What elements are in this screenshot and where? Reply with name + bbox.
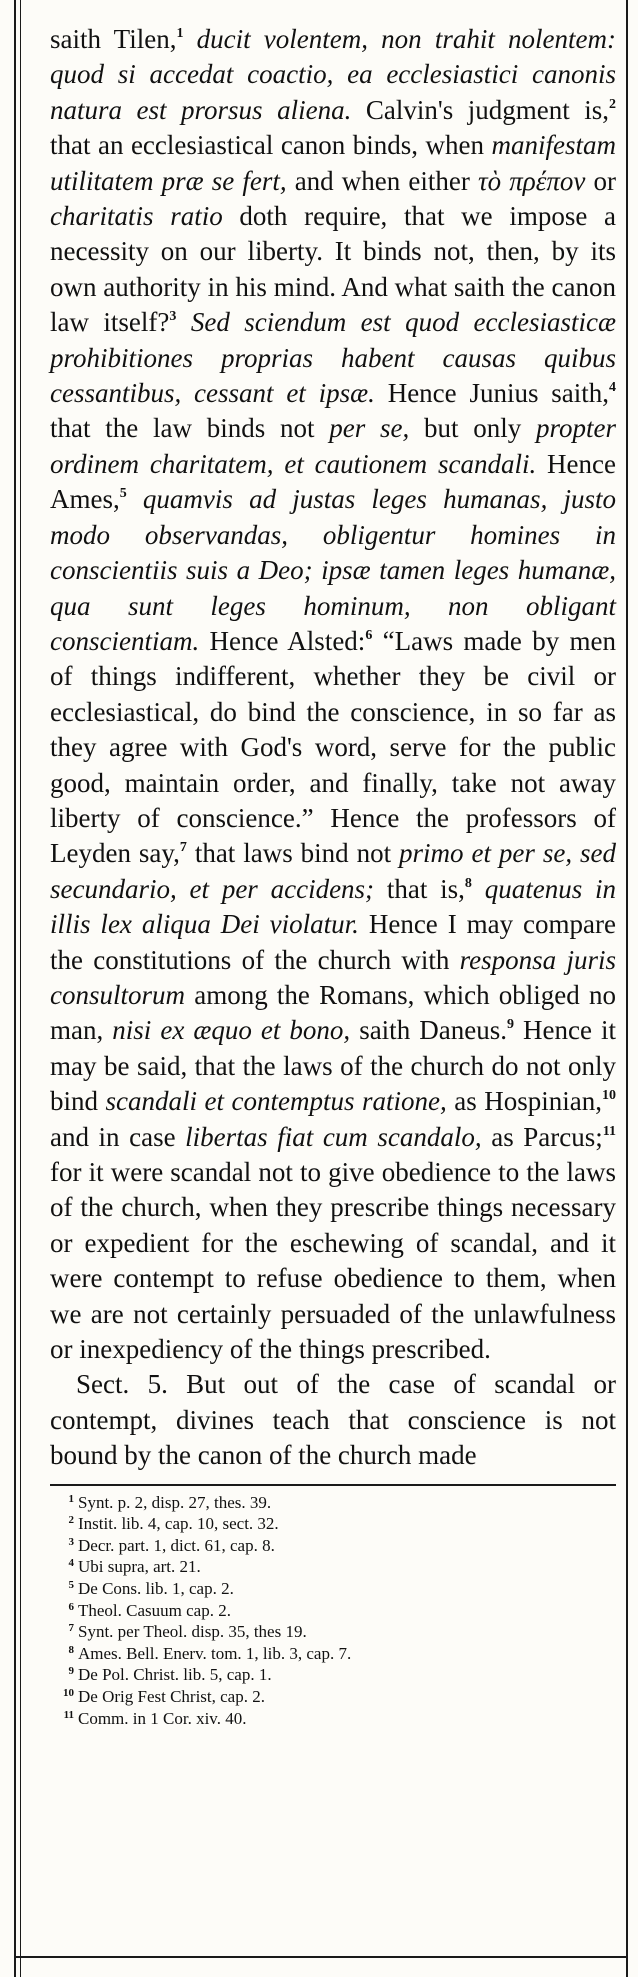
footnote-reference: 8 xyxy=(464,875,472,891)
footnote xyxy=(68,1513,616,1535)
footnote-citation: Synt. p. 2, disp. 27, thes. 39. xyxy=(78,1492,272,1512)
footnote-divider xyxy=(50,1484,616,1486)
text-run: as Hospinian, xyxy=(446,1086,602,1117)
text-run: Hence I may compare the constitutions of the church with xyxy=(50,909,616,975)
text-run xyxy=(127,484,143,514)
footnote xyxy=(68,1535,616,1557)
text-run xyxy=(183,24,196,54)
footnote xyxy=(68,1492,616,1514)
footnote-citation: Ubi supra, art. 21. xyxy=(78,1557,201,1577)
footnote-reference: 6 xyxy=(365,627,373,643)
footnote xyxy=(68,1621,616,1643)
footnote-citation: De Orig Fest Christ, cap. 2. xyxy=(78,1687,265,1706)
footnote-reference: 1 xyxy=(176,26,184,41)
text-run: that laws bind not xyxy=(186,838,400,869)
footnote-reference: 5 xyxy=(119,486,127,502)
text-run: Hence Ames, xyxy=(50,448,616,515)
text-column xyxy=(50,22,616,1729)
text-run: that the law binds not xyxy=(50,413,330,444)
bottom-margin-rule xyxy=(14,1956,628,1958)
paragraph-sect-5 xyxy=(50,1367,616,1473)
footnote xyxy=(68,1664,616,1686)
footnote-number: 7 xyxy=(68,1622,74,1635)
text-run: but only xyxy=(409,413,536,444)
footnote-number: 6 xyxy=(68,1600,74,1613)
footnote-citation: Comm. in 1 Cor. xiv. 40. xyxy=(78,1708,247,1728)
latin-phrase: scandali et contemptus ratione, xyxy=(105,1086,447,1117)
paragraph-continuation xyxy=(50,24,616,1364)
latin-phrase: Sed sciendum est quod ecclesiasticæ prohibitiones proprias habent causas quibus cessantibus, cessant et ipsæ. xyxy=(50,307,616,409)
latin-phrase: manifestam utilitatem præ se fert, xyxy=(50,130,616,196)
right-margin-rule xyxy=(626,0,628,1977)
text-run: Calvin's judgment is, xyxy=(351,94,609,125)
left-margin-rule xyxy=(14,0,16,1977)
latin-phrase: quamvis ad justas leges humanas, justo modo observandas, obligentur homines in conscientiis suis a Deo; ipsæ tamen leges humanæ, qua sunt leges hominum, non obligant conscientiam. xyxy=(50,484,616,656)
latin-phrase: charitatis ratio xyxy=(50,201,223,232)
footnote-number: 10 xyxy=(63,1687,74,1699)
text-run: for it were scandal not to give obedience to the laws of the church, when they prescribe things necessary or expedient for the eschewing of scandal, and it were contempt to refuse obedience to them, when we are not certainly persuaded of the unlawfulness or inexpediency of the things prescribed. xyxy=(50,1157,616,1365)
footnote xyxy=(68,1643,616,1665)
footnote-number: 9 xyxy=(68,1665,74,1678)
footnote xyxy=(68,1578,616,1600)
footnote-reference: 7 xyxy=(179,840,187,856)
footnote xyxy=(63,1686,616,1708)
latin-phrase: nisi ex æquo et bono, xyxy=(112,1015,351,1046)
text-run: among the Romans, which obliged no man, xyxy=(50,979,616,1046)
footnote-number: 4 xyxy=(68,1557,74,1570)
footnote-reference: 11 xyxy=(602,1123,616,1139)
text-run: doth require, that we impose a necessity on our liberty. It binds not, then, by its own authority in his mind. And what saith the canon law itself? xyxy=(50,201,617,338)
footnote-citation: Theol. Casuum cap. 2. xyxy=(78,1600,231,1620)
footnotes-list xyxy=(50,1492,616,1730)
text-run: saith Tilen, xyxy=(50,24,177,54)
latin-phrase: per se, xyxy=(329,413,410,444)
latin-phrase: propter ordinem charitatem, et cautionem scandali. xyxy=(50,413,616,479)
text-run: “Laws made by men of things indifferent, whether they be civil or ecclesiastical, do bind the conscience, in so far as they agree with God's word, serve for the public good, maintain order, and finally, take not away liberty of conscience.” Hence the professors of Leyden say, xyxy=(50,625,616,869)
footnote-reference: 2 xyxy=(609,96,616,112)
footnote-reference: 9 xyxy=(506,1017,514,1033)
text-run: and when either xyxy=(286,165,478,196)
latin-phrase: primo et per se, sed secundario, et per accidens; xyxy=(50,838,617,904)
footnote-reference: 3 xyxy=(169,309,177,325)
footnote-number: 1 xyxy=(68,1492,74,1505)
footnote-number: 2 xyxy=(68,1514,74,1527)
text-run: Hence Alsted: xyxy=(199,625,366,656)
text-run: Hence it may be said, that the laws of the church do not only bind xyxy=(50,1015,616,1117)
latin-phrase: ducit volentem, non trahit nolentem: quod si accedat coactio, ea ecclesiastici canonis natura est prorsus aliena. xyxy=(50,24,616,125)
body-text xyxy=(50,22,616,1474)
footnote xyxy=(68,1556,616,1578)
text-run xyxy=(176,307,190,337)
footnote-citation: Ames. Bell. Enerv. tom. 1, lib. 3, cap. 7. xyxy=(78,1643,352,1663)
footnote-citation: Instit. lib. 4, cap. 10, sect. 32. xyxy=(78,1514,279,1534)
footnote-number: 11 xyxy=(63,1708,74,1721)
text-run: or xyxy=(585,165,616,196)
text-run: that is, xyxy=(374,873,465,904)
footnote-number: 5 xyxy=(68,1579,74,1592)
text-run: and in case xyxy=(50,1121,186,1152)
footnote-number: 8 xyxy=(68,1643,74,1656)
footnote xyxy=(63,1708,616,1730)
text-run: as Parcus; xyxy=(481,1121,603,1152)
text-run: Hence Junius saith, xyxy=(374,378,609,409)
latin-phrase: quatenus in illis lex aliqua Dei violatur. xyxy=(50,873,616,940)
text-run: saith Daneus. xyxy=(350,1015,507,1046)
footnote-citation: De Cons. lib. 1, cap. 2. xyxy=(78,1579,234,1599)
latin-phrase: responsa juris consultorum xyxy=(50,944,616,1010)
text-run: that an ecclesiastical canon binds, when xyxy=(50,130,492,161)
footnote-reference: 10 xyxy=(602,1088,616,1104)
footnote xyxy=(68,1600,616,1622)
footnote-citation: De Pol. Christ. lib. 5, cap. 1. xyxy=(78,1665,272,1685)
footnote-reference: 4 xyxy=(609,380,616,396)
left-margin-inner-rule xyxy=(20,0,21,1977)
footnote-number: 3 xyxy=(68,1535,74,1548)
text-run: Sect. 5. But out of the case of scandal or contempt, divines teach that conscience is not bound by the canon of the church made xyxy=(50,1369,616,1471)
footnote-citation: Decr. part. 1, dict. 61, cap. 8. xyxy=(78,1535,275,1555)
footnote-citation: Synt. per Theol. disp. 35, thes 19. xyxy=(78,1622,307,1642)
latin-phrase: libertas fiat cum scandalo, xyxy=(185,1121,482,1152)
text-run xyxy=(472,874,485,904)
latin-phrase: τὸ πρέπον xyxy=(477,165,586,196)
